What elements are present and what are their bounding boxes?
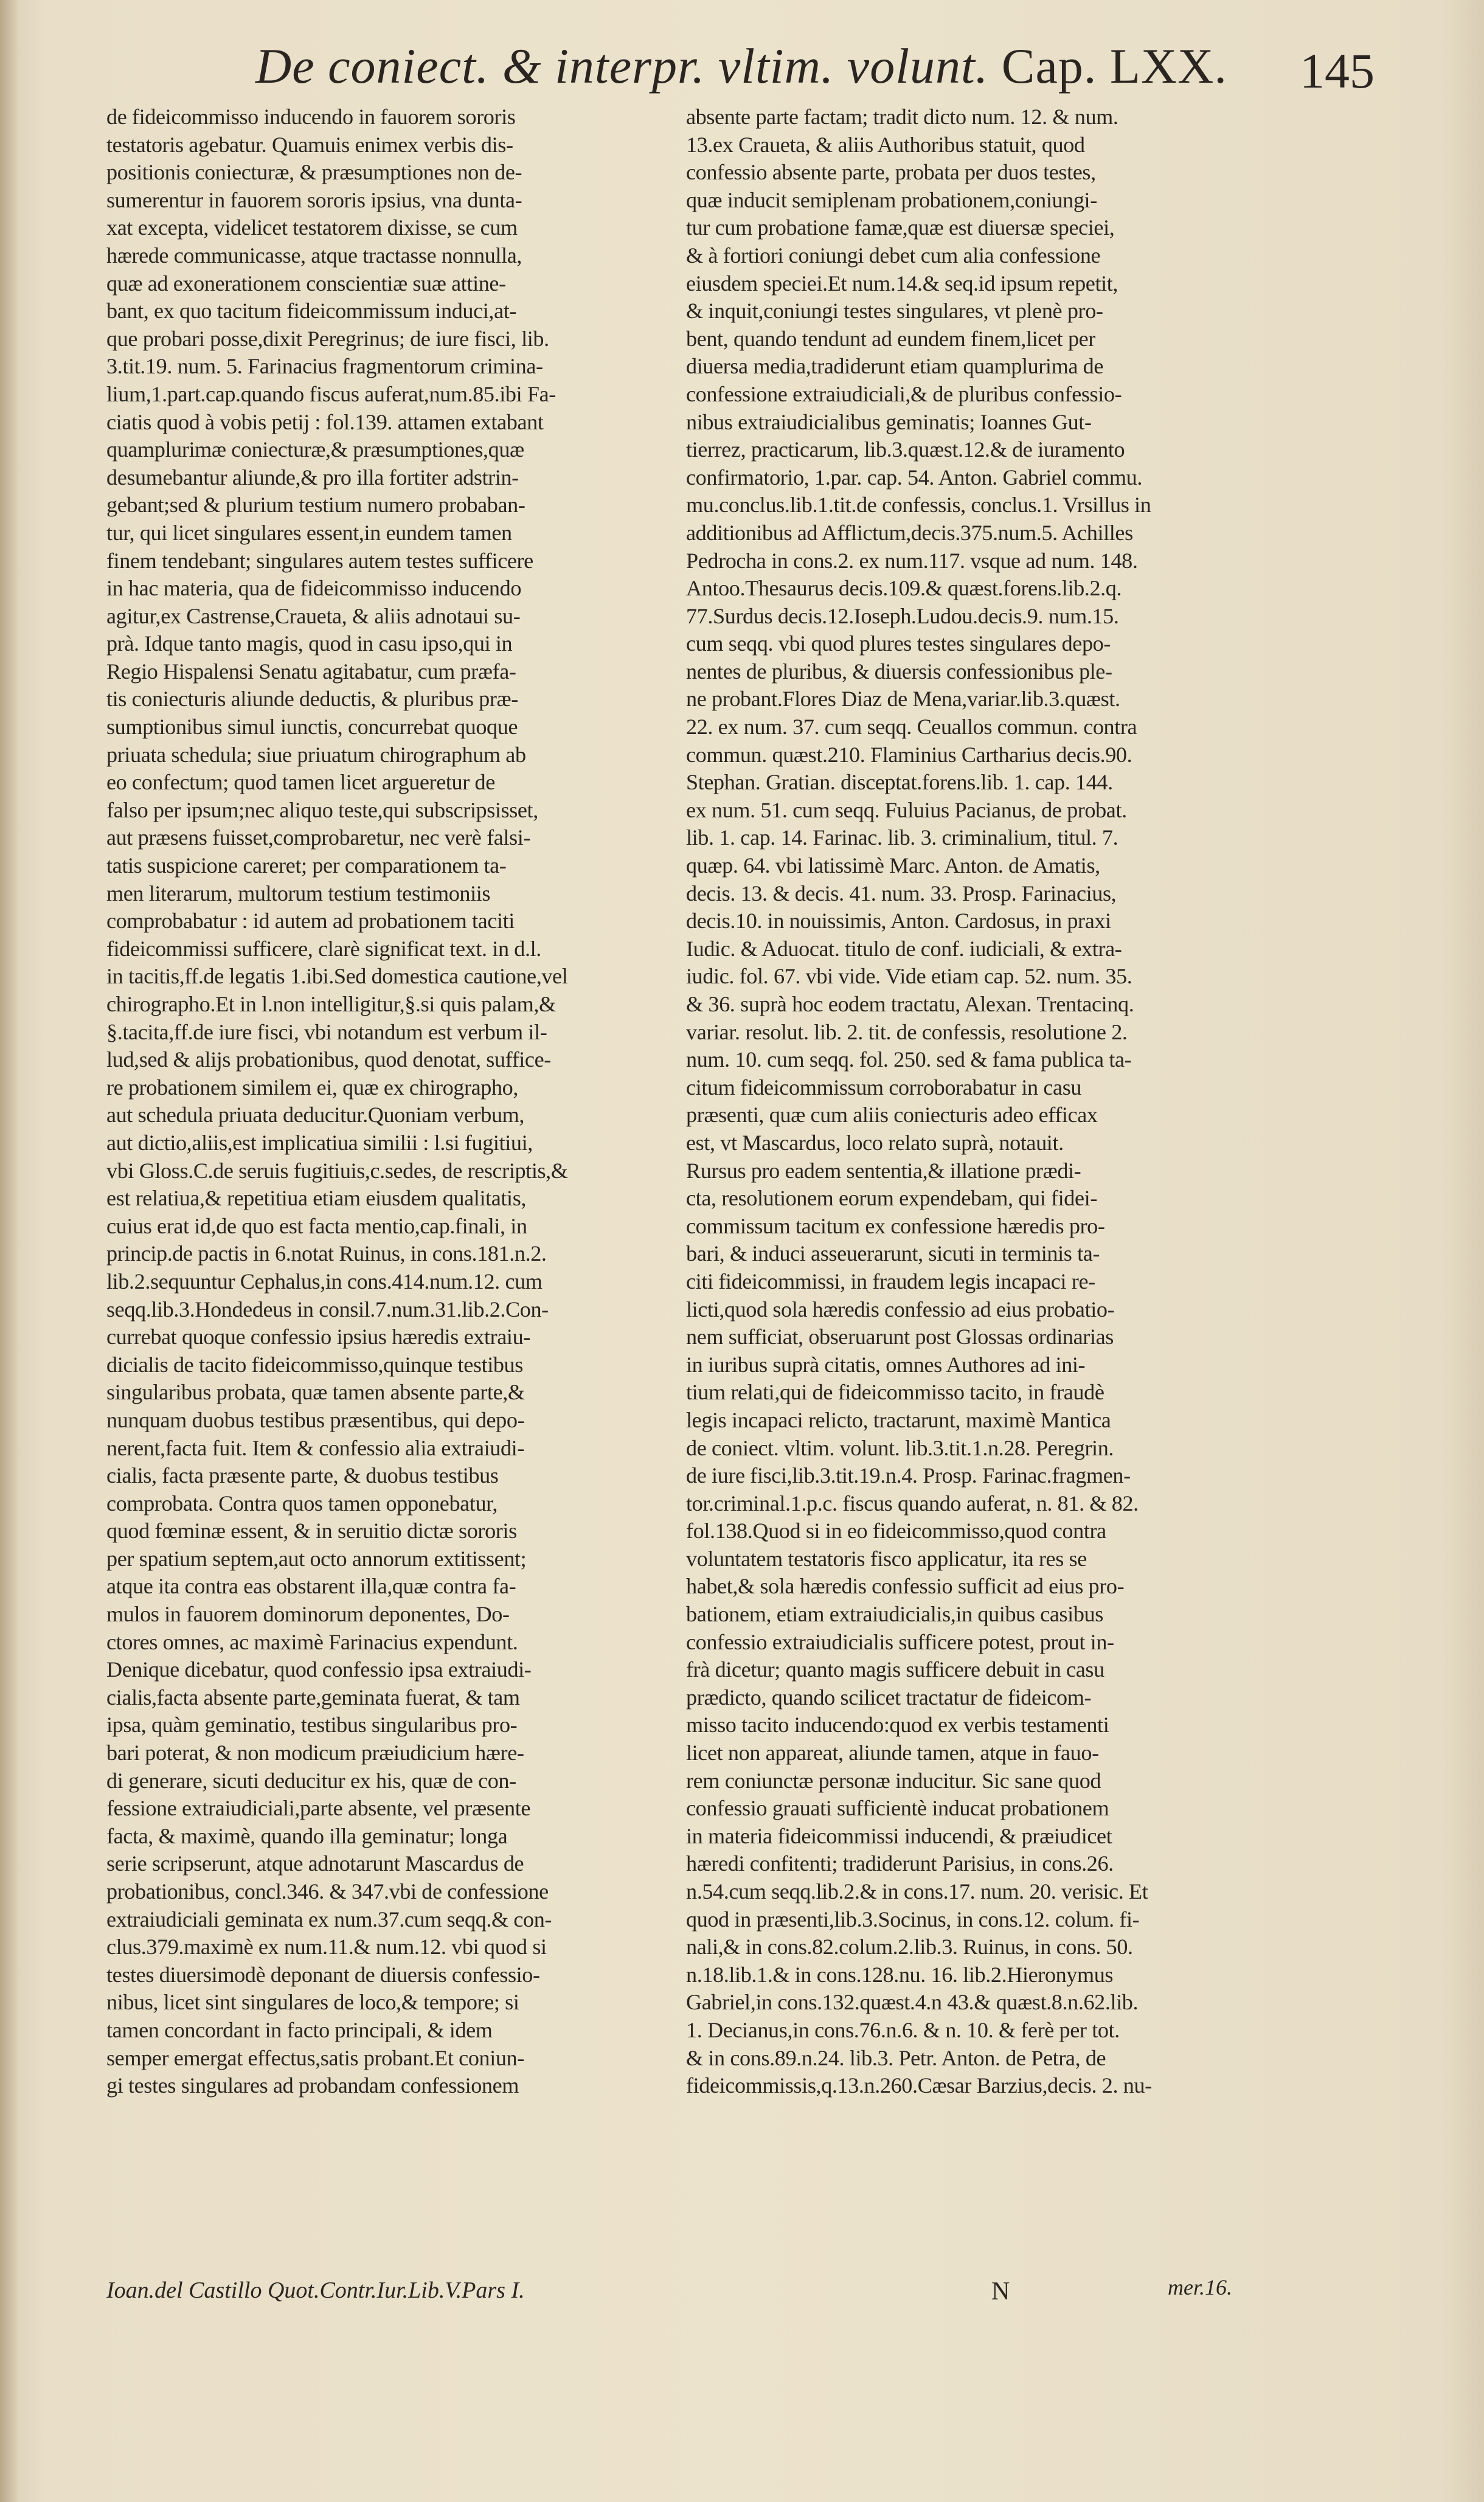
text-line: 1. Decianus,in cons.76.n.6. & n. 10. & ferè per tot. [686,2017,1120,2042]
text-line: tamen concordant in facto principali, & idem [106,2017,493,2042]
text-line: licet non appareat, aliunde tamen, atque in fauo- [686,1741,1099,1766]
text-line: nibus extraiudicialibus geminatis; Ioannes Gut- [686,409,1092,434]
text-line: tium relati,qui de fideicommisso tacito, in fraudè [686,1380,1104,1405]
text-line: variar. resolut. lib. 2. tit. de confessis, resolutione 2. [686,1019,1128,1044]
text-line: gi testes singulares ad probandam confessionem [106,2073,519,2098]
text-line: & in cons.89.n.24. lib.3. Petr. Anton. de Petra, de [686,2045,1106,2070]
text-line: seqq.lib.3.Hondedeus in consil.7.num.31.lib.2.Con- [106,1297,549,1322]
text-line: aut schedula priuata deducitur.Quoniam verbum, [106,1103,525,1128]
text-line: §.tacita,ff.de iure fisci, vbi notandum est verbum il- [106,1019,547,1044]
text-line: re probationem similem ei, quæ ex chirographo, [106,1075,519,1100]
text-line: sumerentur in fauorem sororis ipsius, vna dunta- [106,187,522,212]
text-line: princip.de pactis in 6.notat Ruinus, in cons.181.n.2. [106,1241,547,1266]
text-line: cialis, facta præsente parte, & duobus testibus [106,1463,499,1488]
text-line: facta, & maximè, quando illa geminatur; longa [106,1823,508,1848]
text-line: semper emergat effectus,satis probant.Et coniun- [106,2045,524,2070]
text-line: quæ ad exonerationem conscientiæ suæ attine- [106,271,506,296]
text-line: Pedrocha in cons.2. ex num.117. vsque ad num. 148. [686,548,1138,573]
text-line: & 36. suprà hoc eodem tractatu, Alexan. Trentacinq. [686,992,1134,1016]
text-line: Stephan. Gratian. disceptat.forens.lib. 1. cap. 144. [686,770,1113,795]
text-line: testatoris agebatur. Quamuis enimex verbis dis- [106,132,513,157]
text-line: Regio Hispalensi Senatu agitabatur, cum præfa- [106,659,516,684]
text-line: extraiudiciali geminata ex num.37.cum seqq.& con- [106,1907,552,1932]
right-text-column [686,103,1249,2100]
text-line: additionibus ad Afflictum,decis.375.num.5. Achilles [686,520,1133,545]
text-line: lib. 1. cap. 14. Farinac. lib. 3. criminalium, titul. 7. [686,825,1118,850]
text-line: commissum tacitum ex confessione hæredis pro- [686,1213,1105,1238]
text-line: Iudic. & Aduocat. titulo de conf. iudiciali, & extra- [686,936,1122,961]
text-line: decis. 13. & decis. 41. num. 33. Prosp. Farinacius, [686,881,1117,906]
text-line: prà. Idque tanto magis, quod in casu ipso,qui in [106,631,513,656]
text-line: cialis,facta absente parte,geminata fuerat, & tam [106,1685,520,1710]
text-line: n.54.cum seqq.lib.2.& in cons.17. num. 20. verisic. Et [686,1879,1148,1904]
text-line: ctores omnes, ac maximè Farinacius expendunt. [106,1629,518,1654]
text-line: aut dictio,aliis,est implicatiua similii : l.si fugitiui, [106,1130,533,1155]
text-line: eo confectum; quod tamen licet argueretur de [106,770,495,795]
text-line: tor.criminal.1.p.c. fiscus quando auferat, n. 81. & 82. [686,1491,1139,1516]
text-line: confessio grauati sufficientè inducat probationem [686,1796,1109,1821]
header-title: De coniect. & interpr. vltim. volunt. [255,38,989,94]
text-line: lium,1.part.cap.quando fiscus auferat,num.85.ibi Fa- [106,381,556,406]
text-line: commun. quæst.210. Flaminius Cartharius decis.90. [686,742,1132,767]
text-line: quod fœminæ essent, & in seruitio dictæ sororis [106,1519,517,1544]
page-number: 145 [1300,43,1375,99]
text-line: di generare, sicuti deducitur ex his, quæ de con- [106,1768,516,1793]
text-line: bant, ex quo tacitum fideicommissum induci,at- [106,299,517,324]
text-line: iudic. fol. 67. vbi vide. Vide etiam cap. 52. num. 35. [686,964,1132,989]
text-line: n.18.lib.1.& in cons.128.nu. 16. lib.2.Hieronymus [686,1962,1114,1987]
text-line: singularibus probata, quæ tamen absente parte,& [106,1380,525,1405]
text-line: comprobabatur : id autem ad probationem taciti [106,909,515,934]
text-line: hærede communicasse, atque tractasse nonnulla, [106,243,522,268]
text-line: misso tacito inducendo:quod ex verbis testamenti [686,1713,1109,1738]
running-foot: Ioan.del Castillo Quot.Contr.Iur.Lib.V.Pars I. [106,2278,525,2303]
binding-shadow [0,0,18,2502]
text-line: nem sufficiat, obseruarunt post Glossas ordinarias [686,1325,1114,1350]
text-line: præsenti, quæ cum aliis coniecturis adeo efficax [686,1103,1098,1128]
text-line: licti,quod sola hæredis confessio ad eius probatio- [686,1297,1115,1322]
text-line: chirographo.Et in l.non intelligitur,§.si quis palam,& [106,992,556,1016]
text-line: confessio extraiudicialis sufficere potest, prout in- [686,1629,1114,1654]
text-line: fessione extraiudiciali,parte absente, vel præsente [106,1796,531,1821]
text-line: probationibus, concl.346. & 347.vbi de confessione [106,1879,549,1904]
text-line: bari poterat, & non modicum præiudicium hære- [106,1741,524,1766]
text-line: nerent,facta fuit. Item & confessio alia extraiudi- [106,1435,524,1460]
text-line: falso per ipsum;nec aliquo teste,qui subscripsisset, [106,797,538,822]
text-line: dicialis de tacito fideicommisso,quinque testibus [106,1352,523,1377]
text-line: in iuribus suprà citatis, omnes Authores ad ini- [686,1352,1086,1377]
text-line: in hac materia, qua de fideicommisso inducendo [106,576,522,601]
text-line: bent, quando tendunt ad eundem finem,licet per [686,326,1095,351]
text-line: tierrez, practicarum, lib.3.quæst.12.& de iuramento [686,437,1125,462]
text-line: confessio absente parte, probata per duos testes, [686,160,1096,185]
text-line: nentes de pluribus, & diuersis confessionibus ple- [686,659,1112,684]
text-line: testes diuersimodè deponant de diuersis confessio- [106,1962,540,1987]
text-line: Denique dicebatur, quod confessio ipsa extraiudi- [106,1657,532,1682]
text-line: serie scripserunt, atque adnotarunt Mascardus de [106,1851,524,1876]
text-line: eiusdem speciei.Et num.14.& seq.id ipsum repetit, [686,271,1118,296]
text-line: priuata schedula; siue priuatum chirographum ab [106,742,526,767]
text-line: per spatium septem,aut octo annorum extitissent; [106,1546,527,1571]
text-line: atque ita contra eas obstarent illa,quæ contra fa- [106,1574,516,1599]
text-line: in materia fideicommissi inducendi, & præiudicet [686,1823,1112,1848]
text-line: ipsa, quàm geminatio, testibus singularibus pro- [106,1713,518,1738]
text-line: 13.ex Craueta, & aliis Authoribus statuit, quod [686,132,1085,157]
text-line: de coniect. vltim. volunt. lib.3.tit.1.n.28. Peregrin. [686,1435,1114,1460]
text-line: mulos in fauorem dominorum deponentes, Do- [106,1602,510,1627]
text-line: cta, resolutionem eorum expendebam, qui fidei- [686,1186,1097,1211]
text-line: Rursus pro eadem sententia,& illatione prædi- [686,1158,1081,1183]
text-line: citum fideicommissum corroborabatur in casu [686,1075,1082,1100]
text-line: bari, & induci asseuerarunt, sicuti in terminis ta- [686,1241,1100,1266]
text-line: citi fideicommissi, in fraudem legis incapaci re- [686,1269,1095,1294]
text-line: num. 10. cum seqq. fol. 250. sed & fama publica ta- [686,1047,1132,1072]
text-line: que probari posse,dixit Peregrinus; de iure fisci, lib. [106,326,549,351]
text-line: cuius erat id,de quo est facta mentio,cap.finali, in [106,1213,527,1238]
text-line: fideicommissi sufficere, clarè significat text. in d.l. [106,936,541,961]
text-line: nibus, licet sint singulares de loco,& tempore; si [106,1990,519,2015]
text-line: frà dicetur; quanto magis sufficere debuit in casu [686,1657,1104,1682]
text-line: cum seqq. vbi quod plures testes singulares depo- [686,631,1111,656]
text-line: quod in præsenti,lib.3.Socinus, in cons.12. colum. fi- [686,1907,1140,1932]
text-line: est, vt Mascardus, loco relato suprà, notauit. [686,1130,1064,1155]
text-line: lud,sed & alijs probationibus, quod denotat, suffice- [106,1047,551,1072]
text-line: voluntatem testatoris fisco applicatur, ita res se [686,1546,1087,1571]
text-line: & à fortiori coniungi debet cum alia confessione [686,243,1101,268]
text-line: Gabriel,in cons.132.quæst.4.n 43.& quæst.8.n.62.lib. [686,1990,1139,2015]
text-line: hæredi confitenti; tradiderunt Parisius, in cons.26. [686,1851,1114,1876]
text-line: 3.tit.19. num. 5. Farinacius fragmentorum crimina- [106,354,543,379]
text-line: mu.conclus.lib.1.tit.de confessis, conclus.1. Vrsillus in [686,493,1151,518]
text-line: nali,& in cons.82.colum.2.lib.3. Ruinus, in cons. 50. [686,1935,1133,1960]
text-line: decis.10. in nouissimis, Anton. Cardosus, in praxi [686,909,1111,934]
text-line: finem tendebant; singulares autem testes sufficere [106,548,533,573]
text-line: de fideicommisso inducendo in fauorem sororis [106,105,516,129]
text-line: sumptionibus simul iunctis, concurrebat quoque [106,715,518,740]
text-line: agitur,ex Castrense,Craueta, & aliis adnotaui su- [106,603,521,628]
text-line: legis incapaci relicto, tractarunt, maximè Mantica [686,1407,1111,1432]
text-line: habet,& sola hæredis confessio sufficit ad eius pro- [686,1574,1125,1599]
text-line: Antoo.Thesaurus decis.109.& quæst.forens.lib.2.q. [686,576,1122,601]
text-line: tis coniecturis aliunde deductis, & pluribus præ- [106,687,518,712]
running-header [255,38,1241,105]
text-line: currebat quoque confessio ipsius hæredis extraiu- [106,1325,530,1350]
text-line: lib.2.sequuntur Cephalus,in cons.414.num.12. cum [106,1269,543,1294]
text-line: diuersa media,tradiderunt etiam quamplurima de [686,354,1104,379]
header-chapter: Cap. LXX. [1001,38,1227,94]
text-line: clus.379.maximè ex num.11.& num.12. vbi quod si [106,1935,547,1960]
text-line: est relatiua,& repetitiua etiam eiusdem qualitatis, [106,1186,527,1211]
text-line: rem coniunctæ personæ inducitur. Sic sane quod [686,1768,1101,1793]
text-line: tur, qui licet singulares essent,in eundem tamen [106,520,512,545]
text-line: positionis coniecturæ, & præsumptiones non de- [106,160,522,185]
text-line: in tacitis,ff.de legatis 1.ibi.Sed domestica cautione,vel [106,964,568,989]
text-line: fol.138.Quod si in eo fideicommisso,quod contra [686,1519,1106,1544]
text-line: ex num. 51. cum seqq. Fuluius Pacianus, de probat. [686,797,1127,822]
text-line: comprobata. Contra quos tamen opponebatur, [106,1491,498,1516]
text-line: aut præsens fuisset,comprobaretur, nec verè falsi- [106,825,531,850]
text-line: quamplurimæ coniecturæ,& præsumptiones,quæ [106,437,524,462]
text-line: & inquit,coniungi testes singulares, vt plenè pro- [686,299,1103,324]
text-line: confirmatorio, 1.par. cap. 54. Anton. Gabriel commu. [686,465,1143,490]
text-line: absente parte factam; tradit dicto num. 12. & num. [686,105,1118,129]
text-line: bationem, etiam extraiudicialis,in quibus casibus [686,1602,1103,1627]
text-line: prædicto, quando scilicet tractatur de fideicom- [686,1685,1092,1710]
catchword: mer.16. [1168,2275,1232,2299]
text-line: de iure fisci,lib.3.tit.19.n.4. Prosp. Farinac.fragmen- [686,1463,1131,1488]
text-line: gebant;sed & plurium testium numero probaban- [106,493,525,518]
text-line: xat excepta, videlicet testatorem dixisse, se cum [106,215,518,240]
text-line: confessione extraiudiciali,& de pluribus confessio- [686,381,1122,406]
text-line: tur cum probatione famæ,quæ est diuersæ speciei, [686,215,1115,240]
text-line: tatis suspicione careret; per comparationem ta- [106,853,507,878]
left-text-column [106,103,669,2100]
text-line: nunquam duobus testibus præsentibus, qui depo- [106,1407,525,1432]
text-line: 77.Surdus decis.12.Ioseph.Ludou.decis.9. num.15. [686,603,1119,628]
text-line: men literarum, multorum testium testimoniis [106,881,491,906]
text-line: fideicommissis,q.13.n.260.Cæsar Barzius,decis. 2. nu- [686,2073,1152,2098]
text-line: vbi Gloss.C.de seruis fugitiuis,c.sedes, de rescriptis,& [106,1158,568,1183]
signature-mark: N [991,2278,1010,2306]
text-line: 22. ex num. 37. cum seqq. Ceuallos commun. contra [686,715,1137,740]
text-line: ciatis quod à vobis petij : fol.139. attamen extabant [106,409,544,434]
text-line: desumebantur aliunde,& pro illa fortiter adstrin- [106,465,519,490]
text-line: quæ inducit semiplenam probationem,coniungi- [686,187,1097,212]
text-line: quæp. 64. vbi latissimè Marc. Anton. de Amatis, [686,853,1100,878]
text-line: ne probant.Flores Diaz de Mena,variar.lib.3.quæst. [686,687,1120,712]
